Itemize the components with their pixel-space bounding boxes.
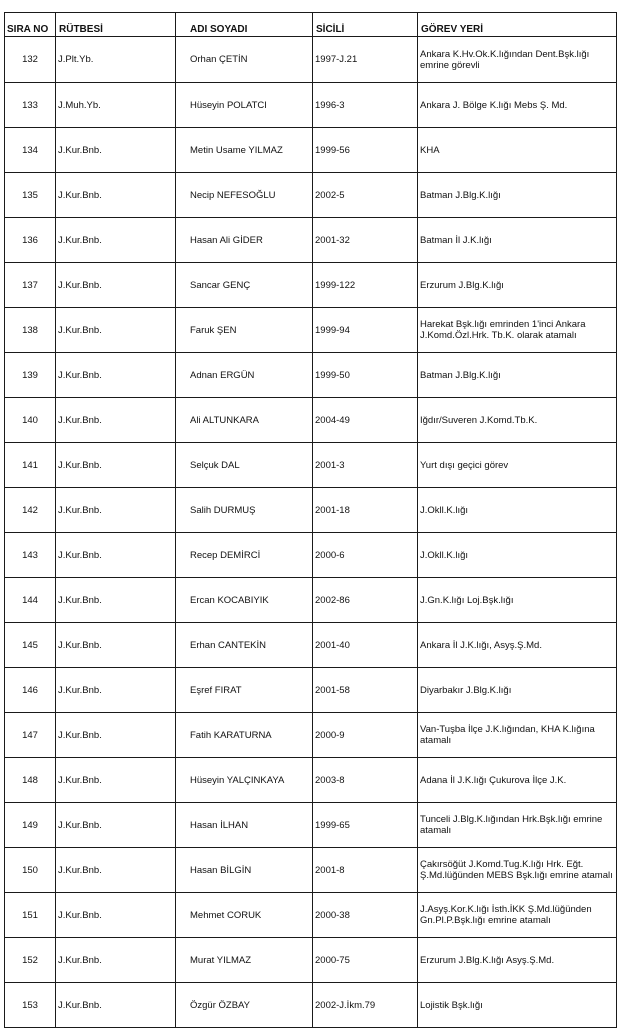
cell-rutbesi: J.Kur.Bnb.: [56, 623, 176, 668]
cell-sicili: 2002-5: [313, 173, 418, 218]
cell-sicili: 1996-3: [313, 83, 418, 128]
cell-sicili: 2002-86: [313, 578, 418, 623]
cell-adi-soyadi: Ali ALTUNKARA: [176, 398, 313, 443]
cell-sira-no: 141: [5, 443, 56, 488]
cell-gorev-yeri: J.Okll.K.lığı: [418, 488, 617, 533]
cell-sicili: 2000-6: [313, 533, 418, 578]
cell-adi-soyadi: Eşref FIRAT: [176, 668, 313, 713]
cell-gorev-yeri: Yurt dışı geçici görev: [418, 443, 617, 488]
table-body: [5, 37, 617, 1028]
cell-sira-no: 145: [5, 623, 56, 668]
table-row: [5, 758, 617, 803]
cell-sicili: 2001-40: [313, 623, 418, 668]
cell-sira-no: 140: [5, 398, 56, 443]
cell-sicili: 2001-32: [313, 218, 418, 263]
cell-rutbesi: J.Kur.Bnb.: [56, 308, 176, 353]
cell-rutbesi: J.Kur.Bnb.: [56, 443, 176, 488]
cell-adi-soyadi: Necip NEFESOĞLU: [176, 173, 313, 218]
table-row: [5, 218, 617, 263]
cell-sicili: 2002-J.İkm.79: [313, 983, 418, 1028]
cell-rutbesi: J.Kur.Bnb.: [56, 263, 176, 308]
cell-gorev-yeri: Iğdır/Suveren J.Komd.Tb.K.: [418, 398, 617, 443]
cell-rutbesi: J.Kur.Bnb.: [56, 713, 176, 758]
table-row: [5, 353, 617, 398]
cell-gorev-yeri: Van-Tuşba İlçe J.K.lığından, KHA K.lığına atamalı: [418, 713, 617, 758]
cell-sira-no: 132: [5, 37, 56, 83]
table-row: [5, 623, 617, 668]
table-row: [5, 578, 617, 623]
table-row: [5, 173, 617, 218]
table-row: [5, 443, 617, 488]
cell-rutbesi: J.Kur.Bnb.: [56, 848, 176, 893]
cell-adi-soyadi: Hasan Ali GİDER: [176, 218, 313, 263]
table-row: [5, 398, 617, 443]
cell-adi-soyadi: Orhan ÇETİN: [176, 37, 313, 83]
cell-adi-soyadi: Mehmet CORUK: [176, 893, 313, 938]
header-rutbesi: RÜTBESİ: [56, 13, 176, 37]
cell-rutbesi: J.Kur.Bnb.: [56, 758, 176, 803]
cell-sira-no: 147: [5, 713, 56, 758]
personnel-table-sheet: [4, 12, 616, 1028]
cell-gorev-yeri: J.Asyş.Kor.K.lığı İsth.İKK Ş.Md.lüğünden Gn.Pl.P.Bşk.lığı emrine atamalı: [418, 893, 617, 938]
cell-sira-no: 152: [5, 938, 56, 983]
cell-gorev-yeri: J.Okll.K.lığı: [418, 533, 617, 578]
cell-gorev-yeri: Adana İl J.K.lığı Çukurova İlçe J.K.: [418, 758, 617, 803]
cell-adi-soyadi: Selçuk DAL: [176, 443, 313, 488]
cell-gorev-yeri: Erzurum J.Blg.K.lığı: [418, 263, 617, 308]
cell-sira-no: 136: [5, 218, 56, 263]
cell-rutbesi: J.Kur.Bnb.: [56, 983, 176, 1028]
cell-adi-soyadi: Özgür ÖZBAY: [176, 983, 313, 1028]
cell-gorev-yeri: Tunceli J.Blg.K.lığından Hrk.Bşk.lığı emrine atamalı: [418, 803, 617, 848]
cell-sira-no: 146: [5, 668, 56, 713]
cell-sira-no: 133: [5, 83, 56, 128]
cell-sicili: 2000-75: [313, 938, 418, 983]
cell-adi-soyadi: Recep DEMİRCİ: [176, 533, 313, 578]
cell-gorev-yeri: Batman İl J.K.lığı: [418, 218, 617, 263]
cell-rutbesi: J.Plt.Yb.: [56, 37, 176, 83]
cell-sicili: 1999-50: [313, 353, 418, 398]
table-row: [5, 37, 617, 83]
table-header-row: [5, 13, 617, 37]
cell-sira-no: 135: [5, 173, 56, 218]
cell-sira-no: 139: [5, 353, 56, 398]
cell-sira-no: 138: [5, 308, 56, 353]
cell-rutbesi: J.Kur.Bnb.: [56, 533, 176, 578]
cell-sira-no: 151: [5, 893, 56, 938]
cell-sira-no: 143: [5, 533, 56, 578]
cell-gorev-yeri: Lojistik Bşk.lığı: [418, 983, 617, 1028]
table-row: [5, 488, 617, 533]
cell-sicili: 1999-94: [313, 308, 418, 353]
cell-adi-soyadi: Hasan İLHAN: [176, 803, 313, 848]
cell-adi-soyadi: Salih DURMUŞ: [176, 488, 313, 533]
header-adi-soyadi: ADI SOYADI: [176, 13, 313, 37]
table-row: [5, 713, 617, 758]
table-row: [5, 938, 617, 983]
cell-sira-no: 137: [5, 263, 56, 308]
cell-rutbesi: J.Muh.Yb.: [56, 83, 176, 128]
cell-gorev-yeri: Erzurum J.Blg.K.lığı Asyş.Ş.Md.: [418, 938, 617, 983]
personnel-table: [4, 12, 617, 1028]
cell-adi-soyadi: Hasan BİLGİN: [176, 848, 313, 893]
cell-gorev-yeri: Batman J.Blg.K.lığı: [418, 173, 617, 218]
cell-sira-no: 134: [5, 128, 56, 173]
cell-rutbesi: J.Kur.Bnb.: [56, 803, 176, 848]
cell-sicili: 1999-65: [313, 803, 418, 848]
header-sira-no: SIRA NO: [5, 13, 56, 37]
cell-sira-no: 149: [5, 803, 56, 848]
table-row: [5, 848, 617, 893]
header-sicili: SİCİLİ: [313, 13, 418, 37]
cell-rutbesi: J.Kur.Bnb.: [56, 893, 176, 938]
cell-adi-soyadi: Ercan KOCABIYIK: [176, 578, 313, 623]
cell-adi-soyadi: Sancar GENÇ: [176, 263, 313, 308]
cell-sicili: 2000-9: [313, 713, 418, 758]
cell-sicili: 2003-8: [313, 758, 418, 803]
cell-gorev-yeri: Çakırsöğüt J.Komd.Tug.K.lığı Hrk. Eğt. Ş.Md.lüğünden MEBS Bşk.lığı emrine atamalı: [418, 848, 617, 893]
cell-sira-no: 150: [5, 848, 56, 893]
cell-sira-no: 144: [5, 578, 56, 623]
cell-rutbesi: J.Kur.Bnb.: [56, 353, 176, 398]
cell-sira-no: 142: [5, 488, 56, 533]
table-row: [5, 128, 617, 173]
cell-adi-soyadi: Faruk ŞEN: [176, 308, 313, 353]
header-gorev-yeri: GÖREV YERİ: [418, 13, 617, 37]
cell-adi-soyadi: Metin Usame YILMAZ: [176, 128, 313, 173]
cell-rutbesi: J.Kur.Bnb.: [56, 173, 176, 218]
cell-sira-no: 153: [5, 983, 56, 1028]
table-row: [5, 83, 617, 128]
cell-rutbesi: J.Kur.Bnb.: [56, 668, 176, 713]
cell-sicili: 2004-49: [313, 398, 418, 443]
table-row: [5, 308, 617, 353]
cell-sicili: 2001-3: [313, 443, 418, 488]
table-row: [5, 983, 617, 1028]
cell-rutbesi: J.Kur.Bnb.: [56, 218, 176, 263]
cell-gorev-yeri: J.Gn.K.lığı Loj.Bşk.lığı: [418, 578, 617, 623]
cell-sicili: 2001-18: [313, 488, 418, 533]
cell-adi-soyadi: Erhan CANTEKİN: [176, 623, 313, 668]
cell-adi-soyadi: Hüseyin YALÇINKAYA: [176, 758, 313, 803]
cell-sicili: 2001-8: [313, 848, 418, 893]
table-row: [5, 263, 617, 308]
cell-rutbesi: J.Kur.Bnb.: [56, 488, 176, 533]
table-row: [5, 803, 617, 848]
cell-gorev-yeri: Ankara J. Bölge K.lığı Mebs Ş. Md.: [418, 83, 617, 128]
cell-gorev-yeri: Batman J.Blg.K.lığı: [418, 353, 617, 398]
cell-rutbesi: J.Kur.Bnb.: [56, 938, 176, 983]
cell-gorev-yeri: Ankara İl J.K.lığı, Asyş.Ş.Md.: [418, 623, 617, 668]
table-row: [5, 668, 617, 713]
table-row: [5, 893, 617, 938]
cell-rutbesi: J.Kur.Bnb.: [56, 398, 176, 443]
cell-gorev-yeri: Harekat Bşk.lığı emrinden 1'inci Ankara J.Komd.Özl.Hrk. Tb.K. olarak atamalı: [418, 308, 617, 353]
cell-adi-soyadi: Hüseyin POLATCI: [176, 83, 313, 128]
cell-sicili: 1997-J.21: [313, 37, 418, 83]
table-row: [5, 533, 617, 578]
cell-rutbesi: J.Kur.Bnb.: [56, 578, 176, 623]
cell-sira-no: 148: [5, 758, 56, 803]
cell-rutbesi: J.Kur.Bnb.: [56, 128, 176, 173]
cell-sicili: 2001-58: [313, 668, 418, 713]
cell-sicili: 2000-38: [313, 893, 418, 938]
cell-gorev-yeri: Diyarbakır J.Blg.K.lığı: [418, 668, 617, 713]
cell-gorev-yeri: Ankara K.Hv.Ok.K.lığından Dent.Bşk.lığı emrine görevli: [418, 37, 617, 83]
cell-adi-soyadi: Fatih KARATURNA: [176, 713, 313, 758]
cell-adi-soyadi: Murat YILMAZ: [176, 938, 313, 983]
cell-adi-soyadi: Adnan ERGÜN: [176, 353, 313, 398]
cell-sicili: 1999-122: [313, 263, 418, 308]
cell-sicili: 1999-56: [313, 128, 418, 173]
cell-gorev-yeri: KHA: [418, 128, 617, 173]
